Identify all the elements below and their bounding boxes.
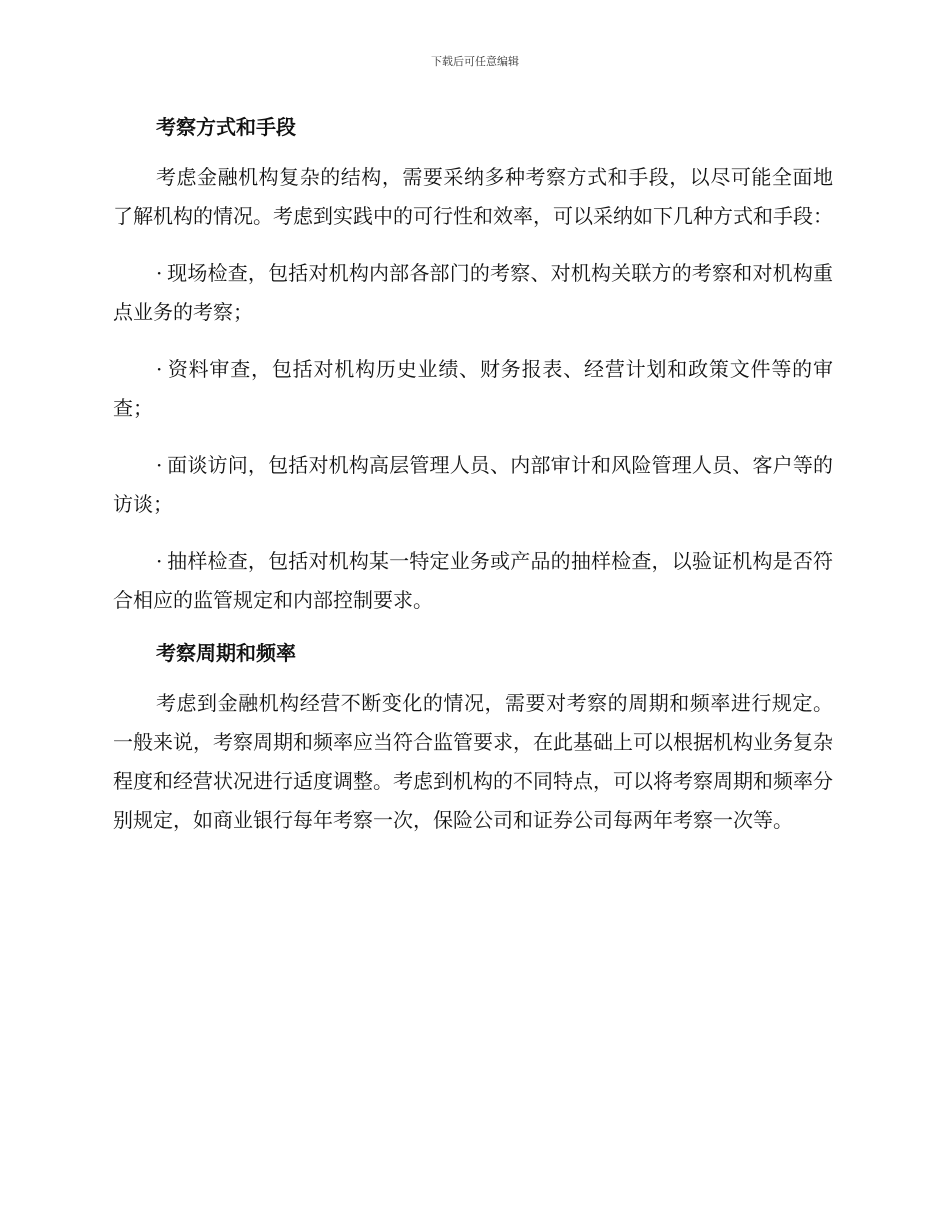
section-heading-methods: 考察方式和手段 (156, 115, 296, 139)
section-heading-frequency: 考察周期和频率 (156, 641, 296, 665)
bullet-item (113, 446, 833, 524)
bullet-text-document-review: 资料审查，包括对机构历史业绩、财务报表、经营计划和政策文件等的审查； (113, 357, 833, 420)
bullet-symbol: · (156, 453, 163, 477)
bullet-text-onsite-inspection: 现场检查，包括对机构内部各部门的考察、对机构关联方的考察和对机构重点业务的考察； (113, 261, 833, 324)
bullet-text-sampling: 抽样检查，包括对机构某一特定业务或产品的抽样检查，以验证机构是否符合相应的监管规定和内部控制要求。 (113, 549, 833, 612)
bullet-symbol: · (156, 549, 163, 573)
paragraph-methods-intro: 考虑金融机构复杂的结构，需要采纳多种考察方式和手段，以尽可能全面地了解机构的情况。考虑到实践中的可行性和效率，可以采纳如下几种方式和手段： (113, 165, 833, 228)
bullet-symbol: · (156, 357, 163, 381)
document-body (113, 108, 833, 858)
bullet-item (113, 542, 833, 620)
paragraph-frequency: 考虑到金融机构经营不断变化的情况，需要对考察的周期和频率进行规定。一般来说，考察周期和频率应当符合监管要求，在此基础上可以根据机构业务复杂程度和经营状况进行适度调整。考虑到机构的不同特点，可以将考察周期和频率分别规定，如商业银行每年考察一次，保险公司和证券公司每两年考察一次等。 (113, 691, 833, 832)
bullet-item (113, 254, 833, 332)
header-note: 下载后可任意编辑 (431, 55, 519, 68)
bullet-item (113, 350, 833, 428)
bullet-symbol: · (156, 261, 163, 285)
bullet-text-interviews: 面谈访问，包括对机构高层管理人员、内部审计和风险管理人员、客户等的访谈； (113, 453, 833, 516)
